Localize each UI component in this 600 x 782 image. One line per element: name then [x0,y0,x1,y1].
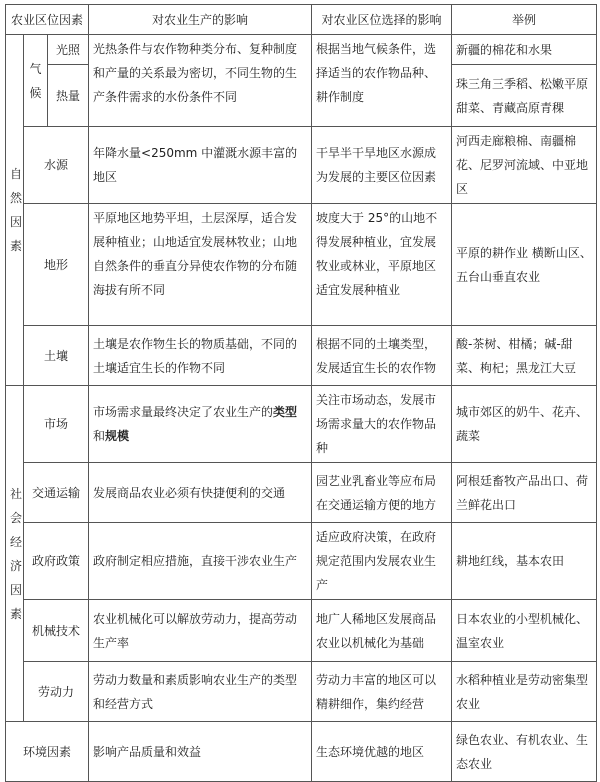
example-market: 城市郊区的奶牛、花卉、蔬菜 [452,386,597,463]
location-policy: 适应政府决策，在政府规定范围内发展农业生产 [312,523,452,600]
row-market [6,386,597,463]
emphasis-type: 类型 [273,405,298,419]
location-transport: 园艺业乳畜业等应布局在交通运输方便的地方 [312,463,452,523]
factor-soil: 土壤 [24,326,89,386]
row-water [6,127,597,204]
factor-heat: 热量 [48,65,89,127]
header-factor: 农业区位因素 [6,5,89,35]
location-water: 干旱半干旱地区水源成为发展的主要区位因素 [312,127,452,204]
location-labor: 劳动力丰富的地区可以精耕细作，集约经营 [312,662,452,722]
example-labor: 水稻种植业是劳动密集型农业 [452,662,597,722]
example-environment: 绿色农业、有机农业、生态农业 [452,722,597,782]
effect-labor: 劳动力数量和素质影响农业生产的类型和经营方式 [89,662,312,722]
group-social: 社 会 经 济 因 素 [6,386,24,722]
location-soil: 根据不同的土壤类型，发展适宜生长的农作物 [312,326,452,386]
group-natural: 自 然 因 素 [6,35,24,386]
row-policy [6,523,597,600]
example-light: 新疆的棉花和水果 [452,35,597,65]
location-climate: 根据当地气候条件，选择适当的农作物品种、耕作制度 [312,35,452,127]
effect-soil: 土壤是农作物生长的物质基础，不同的土壤适宜生长的作物不同 [89,326,312,386]
factor-environment: 环境因素 [6,722,89,782]
example-heat: 珠三角三季稻、松嫩平原甜菜、青藏高原青稞 [452,65,597,127]
header-row [6,5,597,35]
example-machinery: 日本农业的小型机械化、温室农业 [452,600,597,662]
row-soil [6,326,597,386]
location-environment: 生态环境优越的地区 [312,722,452,782]
header-effect-production: 对农业生产的影响 [89,5,312,35]
agri-location-factors-table [5,4,597,782]
example-terrain: 平原的耕作业 横断山区、五台山垂直农业 [452,204,597,326]
factor-market: 市场 [24,386,89,463]
factor-labor: 劳动力 [24,662,89,722]
factor-machinery: 机械技术 [24,600,89,662]
location-terrain: 坡度大于 25°的山地不得发展种植业，宜发展牧业或林业，平原地区适宜发展种植业 [312,204,452,326]
effect-machinery: 农业机械化可以解放劳动力，提高劳动生产率 [89,600,312,662]
example-policy: 耕地红线，基本农田 [452,523,597,600]
factor-transport: 交通运输 [24,463,89,523]
header-effect-location: 对农业区位选择的影响 [312,5,452,35]
factor-light: 光照 [48,35,89,65]
group-climate: 气 候 [24,35,48,127]
effect-policy: 政府制定相应措施，直接干涉农业生产 [89,523,312,600]
factor-terrain: 地形 [24,204,89,326]
location-market: 关注市场动态，发展市场需求量大的农作物品种 [312,386,452,463]
row-labor [6,662,597,722]
effect-transport: 发展商品农业必须有快捷便利的交通 [89,463,312,523]
row-environment [6,722,597,782]
example-water: 河西走廊粮棉、南疆棉花、尼罗河流域、中亚地区 [452,127,597,204]
effect-terrain: 平原地区地势平坦，土层深厚，适合发展种植业；山地适宜发展林牧业；山地自然条件的垂直分异使农作物的分布随海拔有所不同 [89,204,312,326]
effect-water: 年降水量<250mm 中灌溉水源丰富的地区 [89,127,312,204]
example-soil: 酸-茶树、柑橘；碱-甜菜、枸杞；黑龙江大豆 [452,326,597,386]
factor-water: 水源 [24,127,89,204]
factor-policy: 政府政策 [24,523,89,600]
row-transport [6,463,597,523]
location-machinery: 地广人稀地区发展商品农业以机械化为基础 [312,600,452,662]
row-machinery [6,600,597,662]
header-example: 举例 [452,5,597,35]
example-transport: 阿根廷畜牧产品出口、荷兰鲜花出口 [452,463,597,523]
effect-environment: 影响产品质量和效益 [89,722,312,782]
row-terrain [6,204,597,326]
effect-climate: 光热条件与农作物种类分布、复种制度和产量的关系最为密切，不同生物的生产条件需求的水份条件不同 [89,35,312,127]
row-light [6,35,597,65]
emphasis-scale: 规模 [105,429,130,443]
effect-market: 市场需求量最终决定了农业生产的类型和规模 [89,386,312,463]
